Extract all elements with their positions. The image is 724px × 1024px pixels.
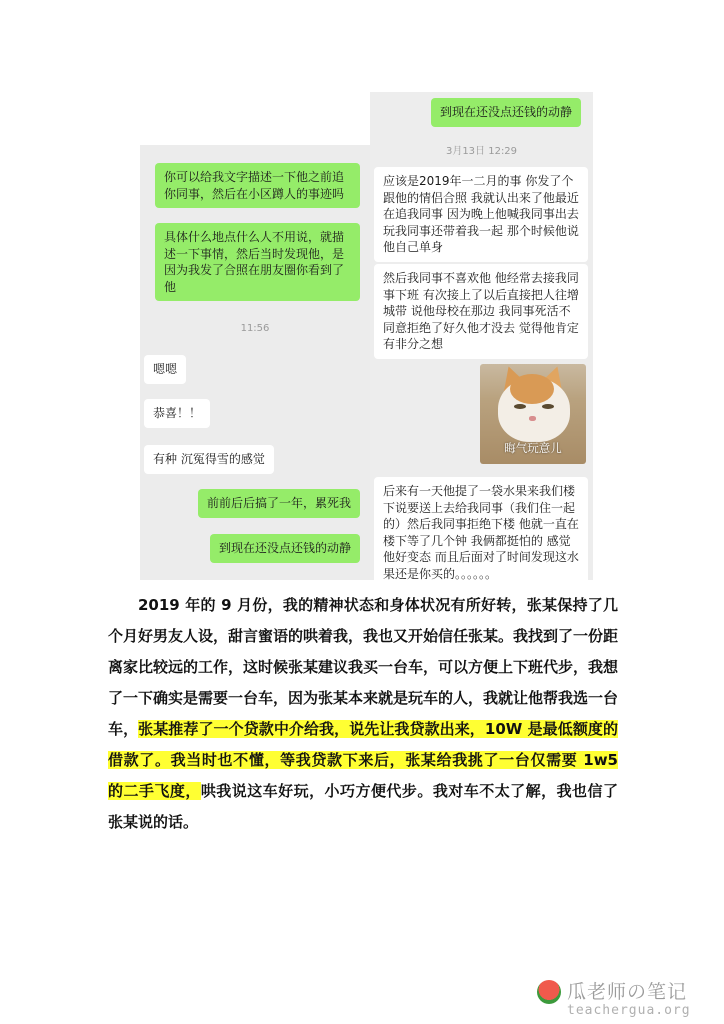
watermark-url: teachergua.org	[567, 1003, 691, 1018]
chat-timestamp: 11:56	[240, 323, 270, 334]
chat-bubble-sent: 到现在还没点还钱的动静	[210, 534, 360, 563]
watermark	[537, 977, 712, 1022]
chat-screenshot-left	[140, 145, 370, 580]
chat-timestamp: 3月13日 12:29	[445, 146, 518, 157]
chat-bubble-received: 应该是2019年一二月的事 你发了个跟他的情侣合照 我就认出来了他最近在追我同事 因为晚上他喊我同事出去玩我同事还带着我一起 那个时候他说他自己单身	[374, 167, 588, 262]
watermark-title: 瓜老师の笔记	[567, 981, 688, 1003]
watermelon-icon	[537, 980, 561, 1004]
paragraph-text: 哄我说这车好玩，小巧方便代步。我对车不太了解，我也信了张某说的话。	[108, 782, 618, 831]
sticker-caption: 晦气玩意儿	[504, 441, 562, 455]
chat-bubble-sent: 你可以给我文字描述一下他之前追你同事，然后在小区蹲人的事迹吗	[155, 163, 360, 208]
chat-bubble-received: 嗯嗯	[144, 355, 186, 384]
chat-bubble-received: 有种 沉冤得雪的感觉	[144, 445, 274, 474]
highlighted-text: 张某推荐了一个贷款中介给我，说先让我贷款出来，10W 是最低额度的借款了。我当时也不懂，等我贷款下来后，张某给我挑了一台仅需要 1w5 的二手飞度，	[108, 720, 618, 800]
chat-bubble-received: 恭喜！！	[144, 399, 210, 428]
chat-bubble-sent: 前前后后搞了一年，累死我	[198, 489, 360, 518]
cat-sticker	[480, 364, 586, 464]
body-paragraph	[108, 590, 618, 838]
chat-bubble-received: 然后我同事不喜欢他 他经常去接我同事下班 有次接上了以后直接把人往增城带 说他母校在那边 我同事死活不同意拒绝了好久他才没去 觉得他肯定有非分之想	[374, 264, 588, 359]
chat-bubble-sent: 到现在还没点还钱的动静	[431, 98, 581, 127]
chat-bubble-sent: 具体什么地点什么人不用说，就描述一下事情，然后当时发现他，是因为我发了合照在朋友圈你看到了他	[155, 223, 360, 301]
chat-screenshot-right	[370, 92, 593, 580]
paragraph-text: 2019 年的 9 月份，我的精神状态和身体状况有所好转，张某保持了几个月好男友人设，甜言蜜语的哄着我，我也又开始信任张某。我找到了一份距离家比较远的工作，这时候张某建议我买一台车，可以方便上下班代步，我想了一下确实是需要一台车，因为张某本来就是玩车的人，我就让他帮我选一台车，	[108, 596, 619, 738]
chat-bubble-received: 后来有一天他提了一袋水果来我们楼下说要送上去给我同事（我们住一起的）然后我同事拒绝下楼 他就一直在楼下等了几个钟 我俩都挺怕的 感觉他好变态 而且后面对了时间发现这水果还是你买的。。。。。。	[374, 477, 588, 580]
